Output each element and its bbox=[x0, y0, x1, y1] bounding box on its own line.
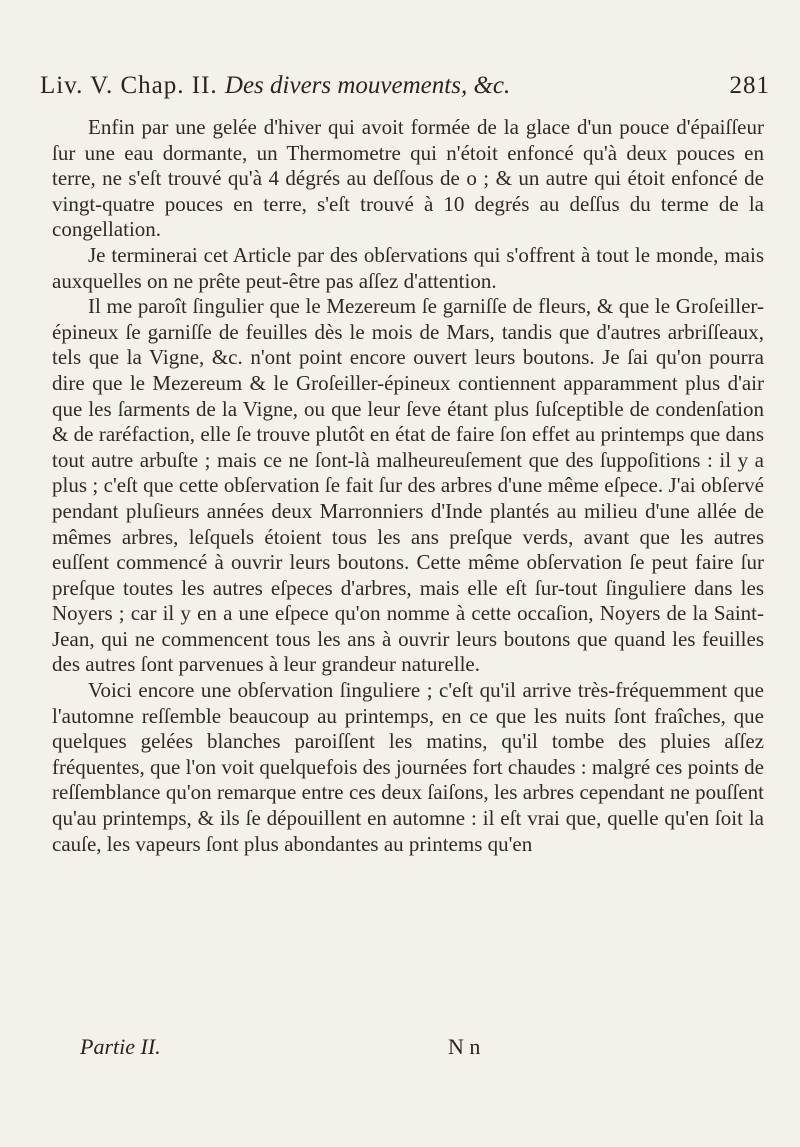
paragraph-1: Enfin par une gelée d'hiver qui avoit formée de la glace d'un pouce d'épaiſſeur ſur une eau dormante, un Thermometre qui n'étoit enfoncé qu'à deux pouces en terre, ne s'eſt trouvé qu'à 4 dégrés au deſſous de o ; & un autre qui étoit enfoncé de vingt-quatre pouces en terre, s'eſt trouvé à 10 degrés au deſſus du terme de la congellation. bbox=[52, 115, 764, 242]
body-text bbox=[52, 115, 764, 857]
paragraph-4: Voici encore une obſervation ſinguliere ; c'eſt qu'il arrive très-fréquemment que l'automne reſſemble beaucoup au printemps, en ce que les nuits ſont fraîches, que quelques gelées blanches paroiſſent les matins, qu'il tombe des pluies aſſez fréquentes, que l'on voit quelquefois des journées fort chaudes : malgré ces points de reſſemblance qu'on remarque entre ces deux ſaiſons, les arbres cependant ne pouſſent qu'au printemps, & ils ſe dépouillent en automne : il eſt vrai que, quelle qu'en ſoit la cauſe, les vapeurs ſont plus abondantes au printems qu'en bbox=[52, 678, 764, 856]
running-title: Des divers mouvements, &c. bbox=[224, 72, 511, 99]
page-footer bbox=[52, 1034, 764, 1064]
part-label: Partie II. bbox=[80, 1034, 161, 1059]
running-header bbox=[40, 72, 770, 106]
paragraph-3: Il me paroît ſingulier que le Mezereum ſe garniſſe de fleurs, & que le Groſeiller-épineux ſe garniſſe de feuilles dès le mois de Mars, tandis que d'autres arbriſſeaux, tels que la Vigne, &c. n'ont point encore ouvert leurs boutons. Je ſai qu'on pourra dire que le Mezereum & le Groſeiller-épineux contiennent apparamment plus d'air que les ſarments de la Vigne, ou que leur ſeve étant plus ſuſceptible de condenſation & de raréfaction, elle ſe trouve plutôt en état de faire ſon effet au printemps que dans tout autre arbuſte ; mais ce ne ſont-là malheureuſement que des ſuppoſitions : il y a plus ; c'eſt que cette obſervation ſe fait ſur des arbres d'une même eſpece. J'ai obſervé pendant pluſieurs années deux Marronniers d'Inde plantés au milieu d'une allée de mêmes arbres, leſquels étoient tous les ans preſque verds, avant que les autres euſſent commencé à ouvrir leurs boutons. Cette même obſervation ſe peut faire ſur preſque toutes les autres eſpeces d'arbres, mais elle eſt ſur-tout ſinguliere dans les Noyers ; car il y en a une eſpece qu'on nomme à cette occaſion, Noyers de la Saint-Jean, qui ne commencent tous les ans à ouvrir leurs boutons que quand les feuilles des autres ſont parvenues à leur grandeur naturelle. bbox=[52, 294, 764, 677]
running-head-text bbox=[40, 72, 510, 100]
paragraph-2: Je terminerai cet Article par des obſervations qui s'offrent à tout le monde, mais auxquelles on ne prête peut-être pas aſſez d'attention. bbox=[52, 242, 764, 293]
page-number: 281 bbox=[729, 72, 770, 99]
running-head: Liv. V. Chap. II. bbox=[40, 72, 218, 99]
signature-mark: N n bbox=[448, 1034, 481, 1059]
